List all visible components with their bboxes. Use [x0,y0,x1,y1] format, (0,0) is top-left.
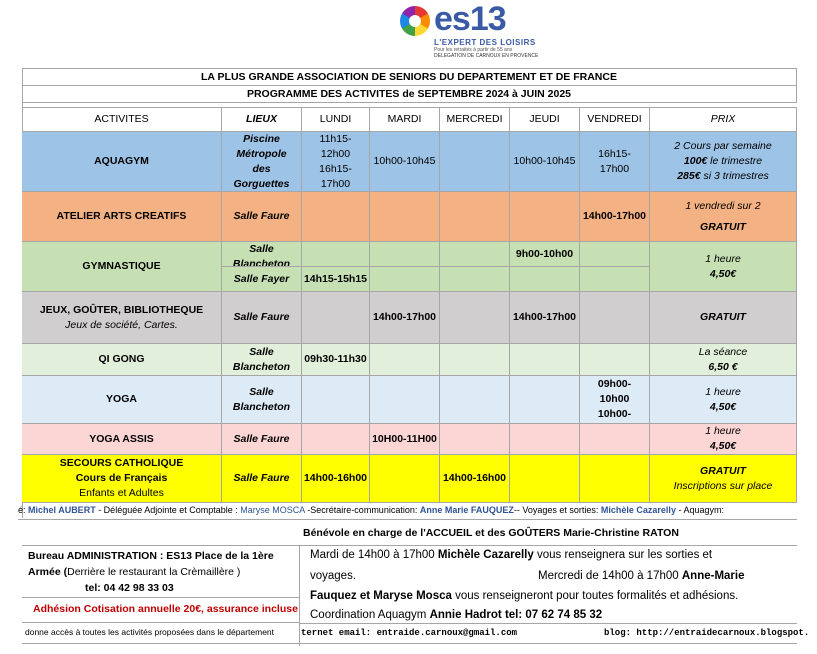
bureau-line-1: Bureau ADMINISTRATION : ES13 Place de la 1ère [28,550,274,562]
row-aquagym-prix-1: 2 Cours par semaine [674,140,772,152]
row-secours-prix-1: GRATUIT [700,464,746,477]
row-jeux-lundi [302,292,370,344]
row-yoga-prix-2: 4,50€ [709,400,737,413]
es13-logo [400,0,539,59]
info-line-1: Mardi de 14h00 à 17h00 Michèle Cazarelly vous renseignera sur les sorties et [310,549,713,561]
col-lundi: LUNDI [302,108,370,132]
col-mercredi: MERCREDI [440,108,510,132]
logo-sub: Pour les retraités à partir de 55 ans [434,47,513,53]
row-aquagym-vendredi: 16h15-17h00 [580,132,650,192]
row-aquagym-mercredi [440,132,510,192]
row-aquagym-jeudi: 10h00-10h45 [510,132,580,192]
col-vendredi: VENDREDI [580,108,650,132]
row-arts-lieu: Salle Faure [222,192,302,242]
row-aquagym-lieu: Piscine Métropole des Gorguettes [222,132,302,192]
row-secours-name-1: SECOURS CATHOLIQUE [59,457,184,469]
row-aquagym-prix-2: 100€ le trimestre [683,155,763,167]
adhesion-line: Adhésion Cotisation annuelle 20€, assurance incluse [33,603,298,615]
row-secours-mardi [370,455,440,503]
row-yoga-vendredi-2: 10h00- [597,408,632,420]
row-arts-vendredi: 14h00-17h00 [580,192,650,242]
row-jeux-name [22,292,222,344]
staff-line: é: Michel AUBERT - Déléguée Adjointe et Comptable : Maryse MOSCA -Secrétaire-communication: Anne Marie FAUQUEZ-- Voyages et sorties: Michèle Cazarelly - Aquagym: [18,505,797,520]
row-aquagym-name: AQUAGYM [22,132,222,192]
row-secours-name [22,455,222,503]
row-secours-name-3: Enfants et Adultes [79,487,164,499]
row-yogaassis-name: YOGA ASSIS [22,424,222,455]
row-gym-mercredi-2 [440,267,510,292]
acces-line: donne accès à toutes les activités proposées dans le département [25,627,275,637]
row-jeux-prix: GRATUIT [650,292,797,344]
row-yoga-vendredi-1: 09h00-10h00 [597,378,632,405]
benevole-line: Bénévole en charge de l'ACCUEIL et des GOÛTERS Marie-Christine RATON [303,527,679,539]
col-activites: ACTIVITES [22,108,222,132]
row-gym-jeudi: 9h00-10h00 [510,242,580,267]
row-qigong-name: QI GONG [22,344,222,376]
row-yogaassis-prix [650,424,797,455]
row-aquagym-prix [650,132,797,192]
row-arts-jeudi [510,192,580,242]
row-yogaassis-prix-2: 4,50€ [709,440,737,452]
row-secours-mercredi: 14h00-16h00 [440,455,510,503]
blog-link[interactable]: blog: http://entraidecarnoux.blogspot. [604,628,810,638]
row-qigong-prix-1: La séance [698,345,748,358]
info-line-3: Fauquez et Maryse Mosca vous renseigneront pour toutes formalités et adhésions. [310,590,739,602]
row-yoga-mardi [370,376,440,424]
row-yoga-prix [650,376,797,424]
logo-delegation: DELEGATION DE CARNOUX EN PROVENCE [434,53,539,59]
row-yogaassis-prix-1: 1 heure [705,425,741,437]
row-arts-mardi [370,192,440,242]
header-title-1: LA PLUS GRANDE ASSOCIATION DE SENIORS DU DEPARTEMENT ET DE FRANCE [22,69,797,86]
row-yoga-name: YOGA [22,376,222,424]
row-yoga-jeudi [510,376,580,424]
row-yogaassis-lundi [302,424,370,455]
row-secours-lieu: Salle Faure [222,455,302,503]
row-yogaassis-mercredi [440,424,510,455]
row-arts-mercredi [440,192,510,242]
row-gym-jeudi-2 [510,267,580,292]
row-jeux-sub: Jeux de société, Cartes. [65,318,178,331]
row-yogaassis-vendredi [580,424,650,455]
row-qigong-vendredi [580,344,650,376]
info-line-2: voyages. Mercredi de 14h00 à 17h00 Anne-Marie [310,570,745,582]
logo-circle-icon [400,6,430,36]
row-qigong-lundi: 09h30-11h30 [302,344,370,376]
row-gym-name: GYMNASTIQUE [22,242,222,292]
row-aquagym-prix-3: 285€ si 3 trimestres [677,170,769,182]
row-yoga-lundi [302,376,370,424]
col-prix: PRIX [650,108,797,132]
row-jeux-vendredi [580,292,650,344]
row-aquagym-lundi [302,132,370,192]
header-title-2: PROGRAMME DES ACTIVITES de SEPTEMBRE 2024 à JUIN 2025 [22,86,797,103]
col-lieux: LIEUX [222,108,302,132]
row-qigong-prix-2: 6,50 € [708,360,738,373]
row-secours-vendredi [580,455,650,503]
row-arts-lundi [302,192,370,242]
row-gym-lundi-1 [302,242,370,267]
email-link[interactable]: ternet email: entraide.carnoux@gmail.com [301,628,518,638]
row-secours-prix [650,455,797,503]
row-gym-lieu-1: Salle Blancheton [222,242,302,267]
row-jeux-lieu: Salle Faure [222,292,302,344]
row-qigong-mercredi [440,344,510,376]
row-qigong-mardi [370,344,440,376]
row-qigong-lieu: Salle Blancheton [222,344,302,376]
row-yoga-prix-1: 1 heure [705,385,741,398]
row-qigong-jeudi [510,344,580,376]
col-jeudi: JEUDI [510,108,580,132]
row-jeux-jeudi: 14h00-17h00 [510,292,580,344]
row-gym-prix-1: 1 heure [705,252,741,265]
row-yoga-mercredi [440,376,510,424]
row-aquagym-lundi-2: 16h15-17h00 [319,162,352,190]
info-line-4: Coordination Aquagym Annie Hadrot tel: 07 62 74 85 32 [310,609,603,621]
row-gym-vendredi-2 [580,267,650,292]
row-secours-jeudi [510,455,580,503]
row-yoga-lieu: Salle Blancheton [222,376,302,424]
row-aquagym-lundi-1: 11h15-12h00 [319,132,352,160]
row-yogaassis-jeudi [510,424,580,455]
row-yogaassis-lieu: Salle Faure [222,424,302,455]
row-secours-prix-2: Inscriptions sur place [673,479,773,492]
row-jeux-mardi: 14h00-17h00 [370,292,440,344]
row-gym-lieu-2: Salle Fayer [222,267,302,292]
logo-brand: es13 [434,0,506,38]
row-gym-mardi-1 [370,242,440,267]
row-gym-lundi: 14h15-15h15 [302,267,370,292]
row-jeux-mercredi [440,292,510,344]
row-yoga-vendredi [580,376,650,424]
col-mardi: MARDI [370,108,440,132]
row-gym-mercredi-1 [440,242,510,267]
row-qigong-prix [650,344,797,376]
row-gym-mardi-2 [370,267,440,292]
row-arts-name: ATELIER ARTS CREATIFS [22,192,222,242]
row-jeux-title: JEUX, GOÛTER, BIBLIOTHEQUE [39,303,204,316]
row-arts-prix-2: GRATUIT [700,220,746,233]
bureau-line-3: tel: 04 42 98 33 03 [85,582,174,594]
row-arts-prix [650,192,797,242]
row-gym-prix-2: 4,50€ [709,267,737,280]
row-gym-vendredi-1 [580,242,650,267]
logo-tagline: L'EXPERT DES LOISIRS [434,38,536,47]
row-aquagym-mardi: 10h00-10h45 [370,132,440,192]
row-arts-prix-1: 1 vendredi sur 2 [685,199,761,212]
row-gym-prix [650,242,797,292]
bureau-line-2: Armée (Derrière le restaurant la Crèmaillère ) [28,566,241,578]
row-yogaassis-mardi: 10H00-11H00 [370,424,440,455]
row-secours-name-2: Cours de Français [75,472,168,484]
row-secours-lundi: 14h00-16h00 [302,455,370,503]
